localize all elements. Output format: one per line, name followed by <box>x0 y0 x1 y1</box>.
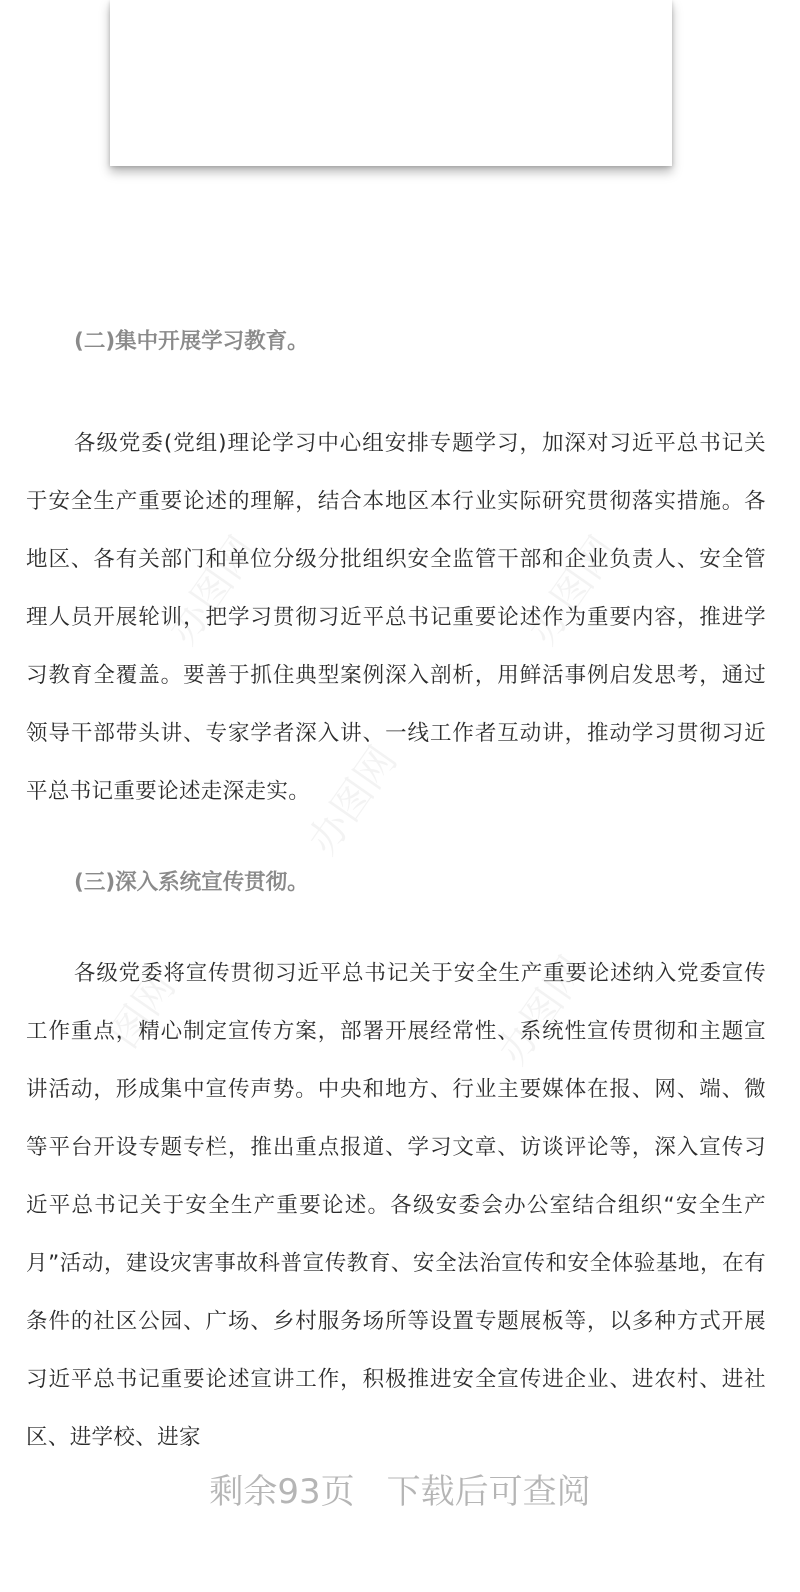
watermark-text: 办图网 <box>489 948 597 1073</box>
download-to-read-banner[interactable] <box>0 1462 800 1522</box>
section-heading-2: (二)集中开展学习教育。 <box>74 329 309 354</box>
section-paragraph-3: 各级党委将宣传贯彻习近平总书记关于安全生产重要论述纳入党委宣传工作重点，精心制定宣传方案，部署开展经常性、系统性宣传贯彻和主题宣讲活动，形成集中宣传声势。中央和地方、行业主要媒体在报、网、端、微等平台开设专题专栏，推出重点报道、学习文章、访谈评论等，深入宣传习近平总书记关于安全生产重要论述。各级安委会办公室结合组织“安全生产月”活动，建设灾害事故科普宣传教育、安全法治宣传和安全体验基地，在有条件的社区公园、广场、乡村服务场所等设置专题展板等，以多种方式开展习近平总书记重要论述宣讲工作，积极推进安全宣传进企业、进农村、进社区、进学校、进家 <box>26 961 766 1450</box>
watermark-text: 图网 <box>101 964 185 1057</box>
watermark-text: 办图网 <box>159 528 267 653</box>
watermark-text: 办图网 <box>519 528 627 653</box>
spacer <box>26 821 766 854</box>
spacer <box>26 912 766 945</box>
spacer <box>26 371 766 415</box>
remaining-pages-label[interactable]: 剩余93页 <box>209 1472 355 1512</box>
previous-page-card <box>110 0 672 166</box>
watermark-text: 办图网 <box>299 738 407 863</box>
download-hint-label[interactable]: 下载后可查阅 <box>386 1472 591 1512</box>
document-body <box>26 313 766 1467</box>
section-paragraph-2: 各级党委(党组)理论学习中心组安排专题学习，加深对习近平总书记关于安全生产重要论述的理解，结合本地区本行业实际研究贯彻落实措施。各地区、各有关部门和单位分级分批组织安全监管干部和企业负责人、安全管理人员开展轮训，把学习贯彻习近平总书记重要论述作为重要内容，推进学习教育全覆盖。要善于抓住典型案例深入剖析，用鲜活事例启发思考，通过领导干部带头讲、专家学者深入讲、一线工作者互动讲，推动学习贯彻习近平总书记重要论述走深走实。 <box>26 431 766 804</box>
section-heading-3: (三)深入系统宣传贯彻。 <box>74 870 309 895</box>
